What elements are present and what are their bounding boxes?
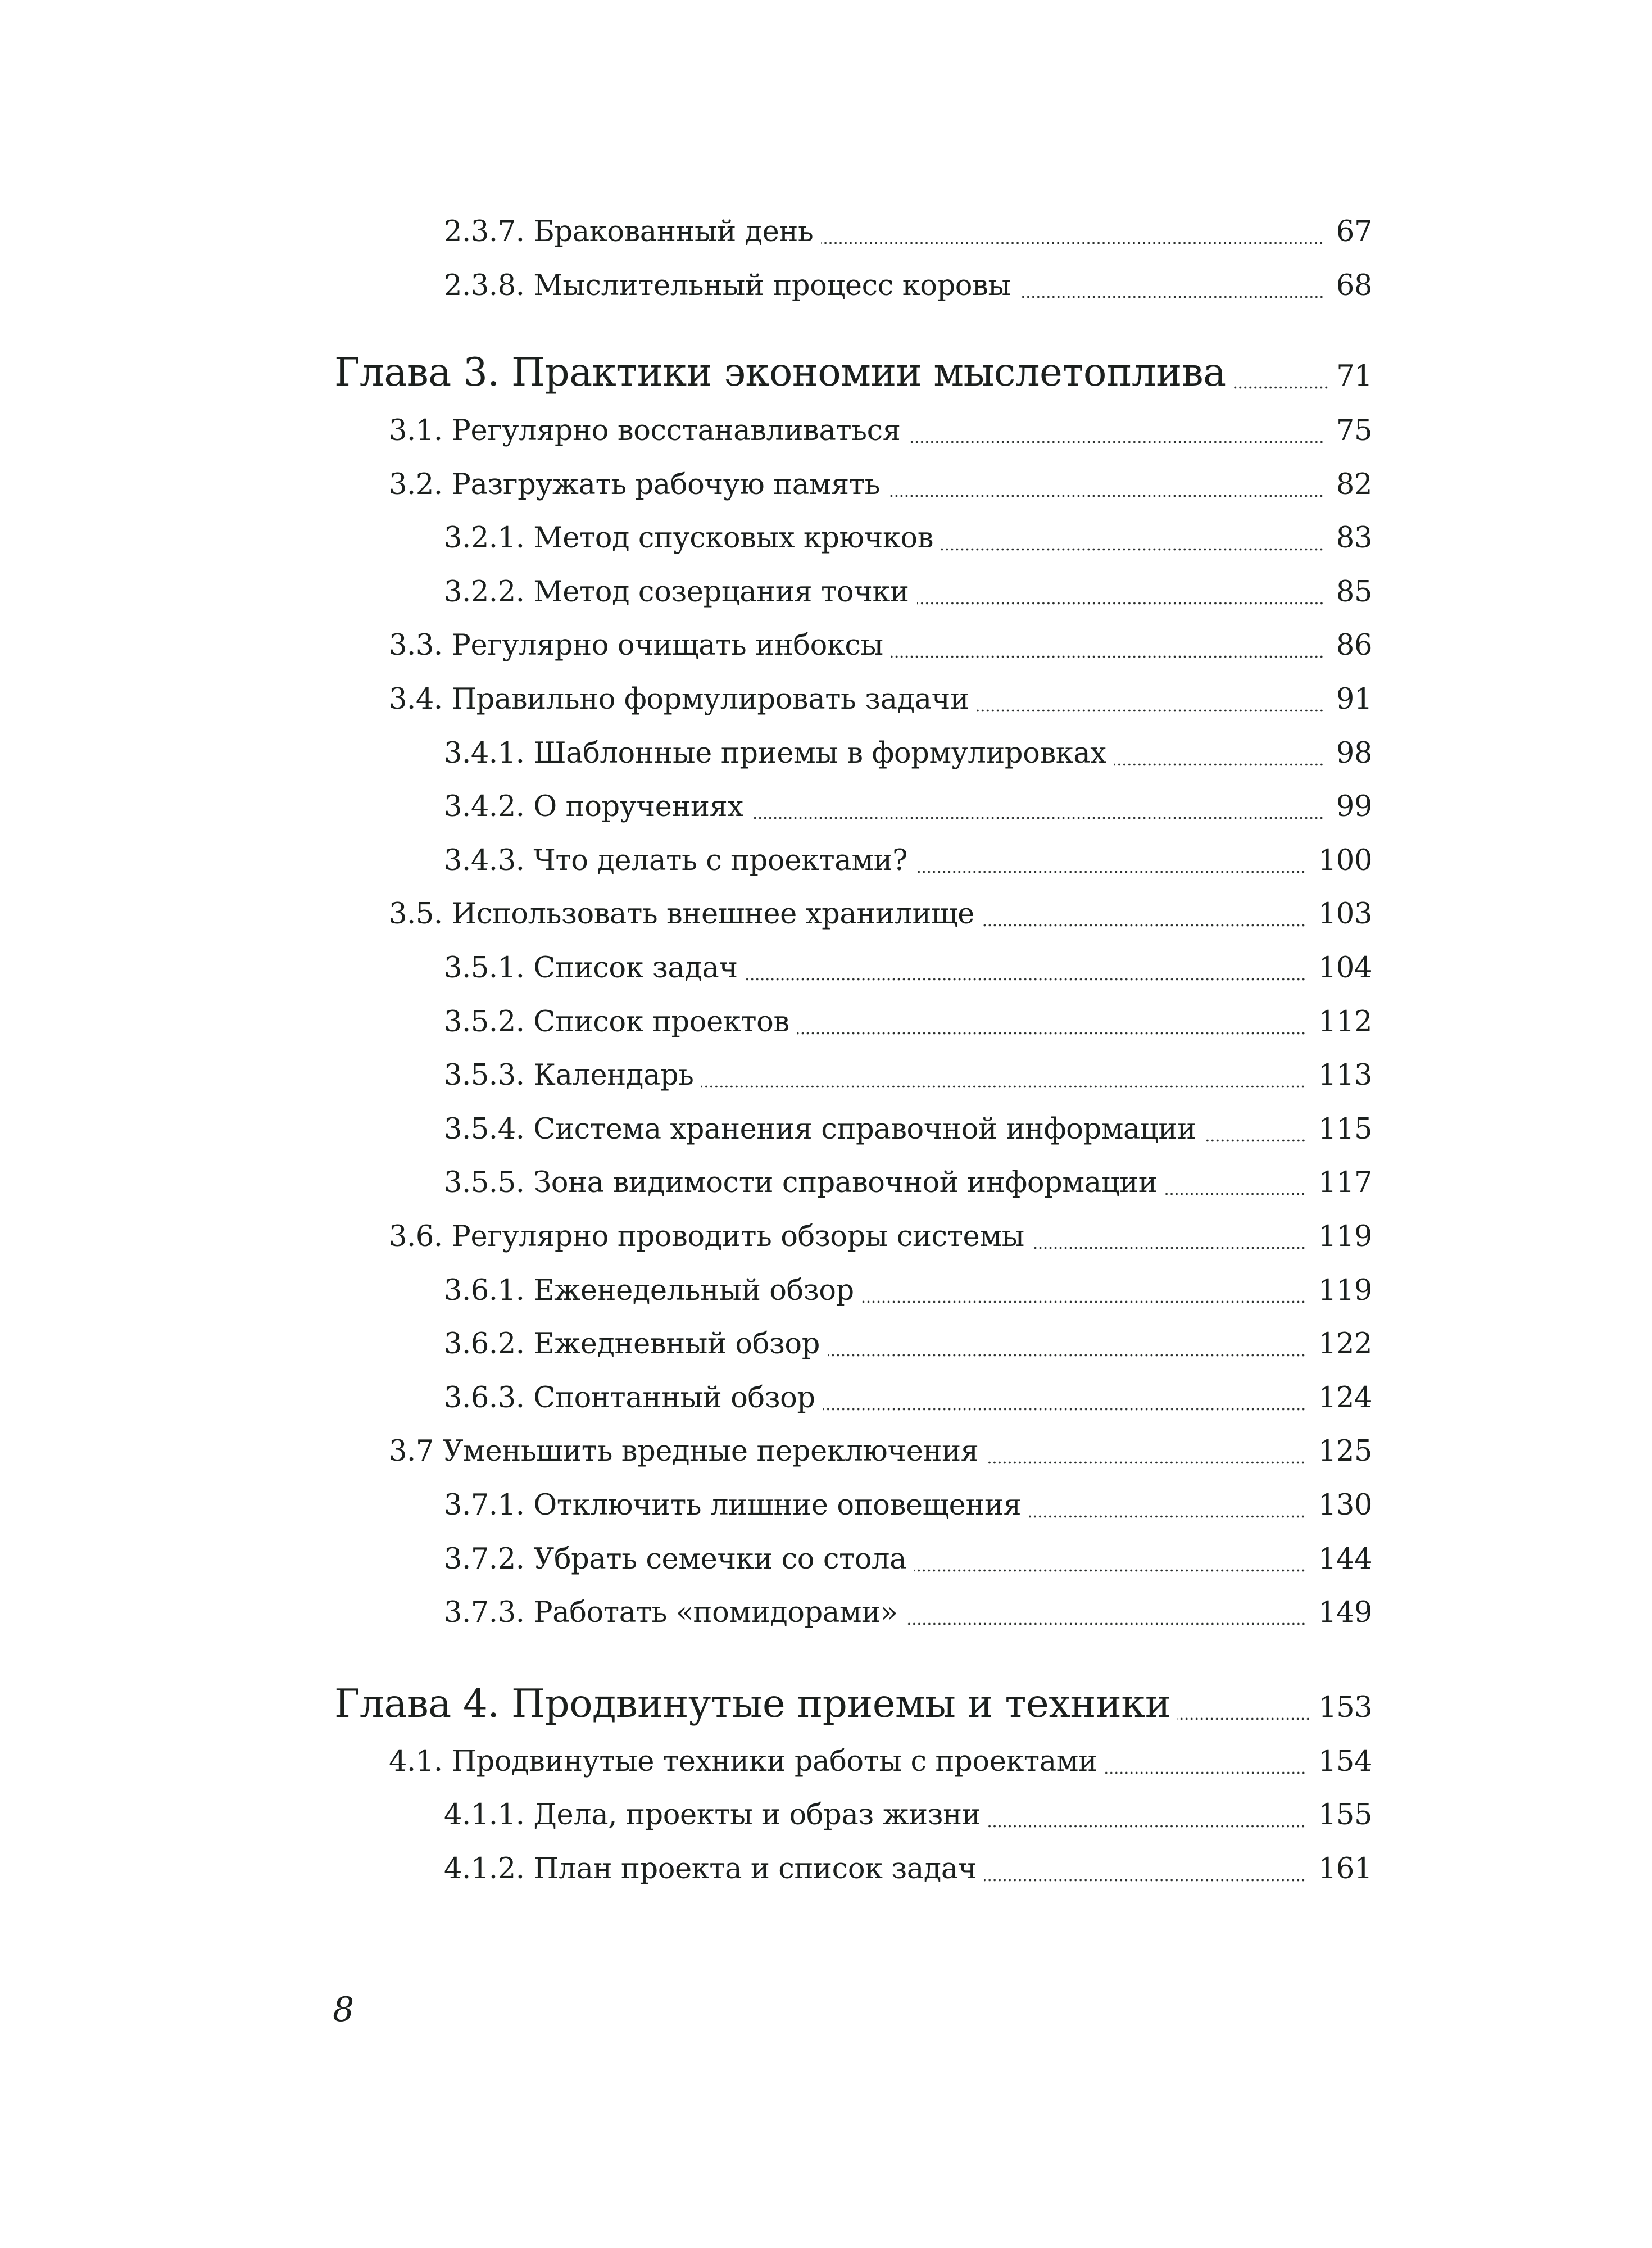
toc-page-number: 68 bbox=[1336, 269, 1372, 302]
toc-page-number: 122 bbox=[1318, 1327, 1372, 1361]
dot-leader bbox=[701, 1049, 1305, 1103]
toc-page-number: 85 bbox=[1336, 575, 1372, 609]
dot-leader bbox=[984, 1842, 1306, 1896]
toc-page-number: 112 bbox=[1318, 1005, 1372, 1039]
toc-entry-title: 4.1. Продвинутые техники работы с проектами bbox=[389, 1745, 1097, 1778]
toc-entry-section[interactable] bbox=[389, 619, 1372, 673]
dot-leader bbox=[914, 1533, 1306, 1587]
toc-entry-title: 3.2.1. Метод спусковых крючков bbox=[444, 522, 934, 555]
toc-entry-title: 3.7.2. Убрать семечки со стола bbox=[444, 1543, 907, 1576]
dot-leader bbox=[909, 404, 1324, 458]
dot-leader bbox=[797, 995, 1306, 1049]
toc-entry-subsection[interactable] bbox=[444, 1586, 1372, 1640]
toc-page-number: 117 bbox=[1318, 1166, 1372, 1199]
toc-entry-title: 3.6.2. Ежедневный обзор bbox=[444, 1327, 820, 1361]
toc-entry-subsection[interactable] bbox=[444, 1049, 1372, 1103]
dot-leader bbox=[891, 619, 1324, 673]
toc-entry-section[interactable] bbox=[389, 1425, 1372, 1479]
dot-leader bbox=[1105, 1735, 1306, 1789]
toc-entry-subsection[interactable] bbox=[444, 834, 1372, 888]
toc-page-number: 71 bbox=[1336, 360, 1372, 393]
toc-entry-title: 2.3.7. Бракованный день bbox=[444, 215, 814, 248]
dot-leader bbox=[1233, 346, 1329, 400]
toc-entry-title: 3.3. Регулярно очищать инбоксы bbox=[389, 629, 883, 662]
toc-entry-title: 3.6.1. Еженедельный обзор bbox=[444, 1274, 854, 1307]
toc-entry-title: 2.3.8. Мыслительный процесс коровы bbox=[444, 269, 1011, 302]
toc-entry-subsection[interactable] bbox=[444, 1103, 1372, 1157]
dot-leader bbox=[988, 1788, 1306, 1842]
toc-entry-subsection[interactable] bbox=[444, 1479, 1372, 1533]
toc-entry-chapter[interactable] bbox=[334, 346, 1372, 400]
toc-entry-title: 3.7.3. Работать «помидорами» bbox=[444, 1596, 898, 1629]
dot-leader bbox=[888, 458, 1324, 512]
toc-entry-title: 3.6.3. Спонтанный обзор bbox=[444, 1381, 815, 1415]
toc-page-number: 86 bbox=[1336, 629, 1372, 662]
toc-page-number: 144 bbox=[1318, 1543, 1372, 1576]
toc-page-number: 75 bbox=[1336, 414, 1372, 447]
toc-entry-subsection[interactable] bbox=[444, 205, 1372, 259]
toc-page-number: 99 bbox=[1336, 790, 1372, 823]
toc-page-number: 82 bbox=[1336, 468, 1372, 501]
toc-entry-title: 3.2.2. Метод созерцания точки bbox=[444, 575, 909, 609]
toc-entry-subsection[interactable] bbox=[444, 780, 1372, 834]
dot-leader bbox=[746, 941, 1306, 995]
toc-page-number: 154 bbox=[1318, 1745, 1372, 1778]
toc-entry-title: 3.5.4. Система хранения справочной информации bbox=[444, 1113, 1196, 1146]
toc-entry-subsection[interactable] bbox=[444, 565, 1372, 619]
dot-leader bbox=[915, 834, 1306, 888]
toc-page-number: 130 bbox=[1318, 1489, 1372, 1522]
dot-leader bbox=[1204, 1103, 1306, 1157]
toc-chapter-title: Глава 4. Продвинутые приемы и техники bbox=[334, 1682, 1171, 1726]
toc-entry-subsection[interactable] bbox=[444, 1264, 1372, 1318]
dot-leader bbox=[1029, 1479, 1305, 1533]
toc-entry-title: 3.5.5. Зона видимости справочной информации bbox=[444, 1166, 1158, 1199]
dot-leader bbox=[1114, 727, 1324, 781]
toc-entry-title: 3.1. Регулярно восстанавливаться bbox=[389, 414, 901, 447]
dot-leader bbox=[906, 1586, 1306, 1640]
toc-entry-subsection[interactable] bbox=[444, 727, 1372, 781]
toc-entry-title: 3.5.2. Список проектов bbox=[444, 1005, 789, 1039]
dot-leader bbox=[986, 1425, 1305, 1479]
toc-entry-title: 4.1.2. План проекта и список задач bbox=[444, 1852, 977, 1886]
toc-page-number: 100 bbox=[1318, 844, 1372, 877]
toc-entry-title: 3.7.1. Отключить лишние оповещения bbox=[444, 1489, 1022, 1522]
toc-page-number: 124 bbox=[1318, 1381, 1372, 1415]
toc-entry-subsection[interactable] bbox=[444, 1533, 1372, 1587]
dot-leader bbox=[751, 780, 1324, 834]
toc-page-number: 113 bbox=[1318, 1059, 1372, 1092]
toc-entry-section[interactable] bbox=[389, 887, 1372, 941]
toc-entry-title: 3.4. Правильно формулировать задачи bbox=[389, 683, 969, 716]
toc-entry-subsection[interactable] bbox=[444, 1371, 1372, 1425]
toc-entry-subsection[interactable] bbox=[444, 941, 1372, 995]
toc-entry-title: 3.5.1. Список задач bbox=[444, 951, 738, 985]
dot-leader bbox=[862, 1264, 1306, 1318]
page-number: 8 bbox=[333, 1990, 355, 2029]
toc-page-number: 91 bbox=[1336, 683, 1372, 716]
dot-leader bbox=[917, 565, 1324, 619]
toc-entry-title: 3.4.3. Что делать с проектами? bbox=[444, 844, 908, 877]
dot-leader bbox=[1177, 1677, 1310, 1731]
toc-entry-title: 4.1.1. Дела, проекты и образ жизни bbox=[444, 1798, 981, 1832]
toc-chapter-title: Глава 3. Практики экономии мыслетоплива bbox=[334, 350, 1226, 395]
toc-entry-title: 3.4.2. О поручениях bbox=[444, 790, 743, 823]
toc-page-number: 83 bbox=[1336, 522, 1372, 555]
dot-leader bbox=[1019, 259, 1324, 313]
toc-page-number: 115 bbox=[1318, 1113, 1372, 1146]
toc-page-number: 161 bbox=[1318, 1852, 1372, 1886]
toc-page-number: 149 bbox=[1318, 1596, 1372, 1629]
toc-entry-section[interactable] bbox=[389, 1735, 1372, 1789]
toc-entry-subsection[interactable] bbox=[444, 511, 1372, 565]
toc-entry-subsection[interactable] bbox=[444, 259, 1372, 313]
toc-entry-subsection[interactable] bbox=[444, 1317, 1372, 1371]
dot-leader bbox=[828, 1317, 1306, 1371]
toc-entry-title: 3.5.3. Календарь bbox=[444, 1059, 694, 1092]
toc-entry-section[interactable] bbox=[389, 404, 1372, 458]
dot-leader bbox=[941, 511, 1324, 565]
dot-leader bbox=[982, 887, 1306, 941]
toc-entry-title: 3.6. Регулярно проводить обзоры системы bbox=[389, 1220, 1024, 1253]
toc-entry-subsection[interactable] bbox=[444, 1842, 1372, 1896]
toc-entry-subsection[interactable] bbox=[444, 1788, 1372, 1842]
toc-page-number: 103 bbox=[1318, 898, 1372, 931]
toc-entry-title: 3.4.1. Шаблонные приемы в формулировках bbox=[444, 737, 1106, 770]
toc-entry-subsection[interactable] bbox=[444, 1156, 1372, 1210]
toc-page-number: 125 bbox=[1318, 1435, 1372, 1468]
dot-leader bbox=[821, 205, 1324, 259]
toc-page-number: 155 bbox=[1318, 1798, 1372, 1832]
toc-page-number: 119 bbox=[1318, 1220, 1372, 1253]
dot-leader bbox=[823, 1371, 1306, 1425]
toc-entry-section[interactable] bbox=[389, 673, 1372, 727]
dot-leader bbox=[977, 673, 1324, 727]
dot-leader bbox=[1165, 1156, 1306, 1210]
toc-page-number: 67 bbox=[1336, 215, 1372, 248]
toc-entry-subsection[interactable] bbox=[444, 995, 1372, 1049]
toc-page-number: 153 bbox=[1318, 1691, 1372, 1724]
toc-entry-chapter[interactable] bbox=[334, 1677, 1372, 1731]
toc-page-number: 119 bbox=[1318, 1274, 1372, 1307]
dot-leader bbox=[1032, 1210, 1306, 1264]
toc-entry-title: 3.5. Использовать внешнее хранилище bbox=[389, 898, 974, 931]
toc-page-number: 98 bbox=[1336, 737, 1372, 770]
toc-entry-title: 3.2. Разгружать рабочую память bbox=[389, 468, 880, 501]
toc-entry-title: 3.7 Уменьшить вредные переключения bbox=[389, 1435, 979, 1468]
toc-page-number: 104 bbox=[1318, 951, 1372, 985]
toc-entry-section[interactable] bbox=[389, 458, 1372, 512]
toc-entry-section[interactable] bbox=[389, 1210, 1372, 1264]
